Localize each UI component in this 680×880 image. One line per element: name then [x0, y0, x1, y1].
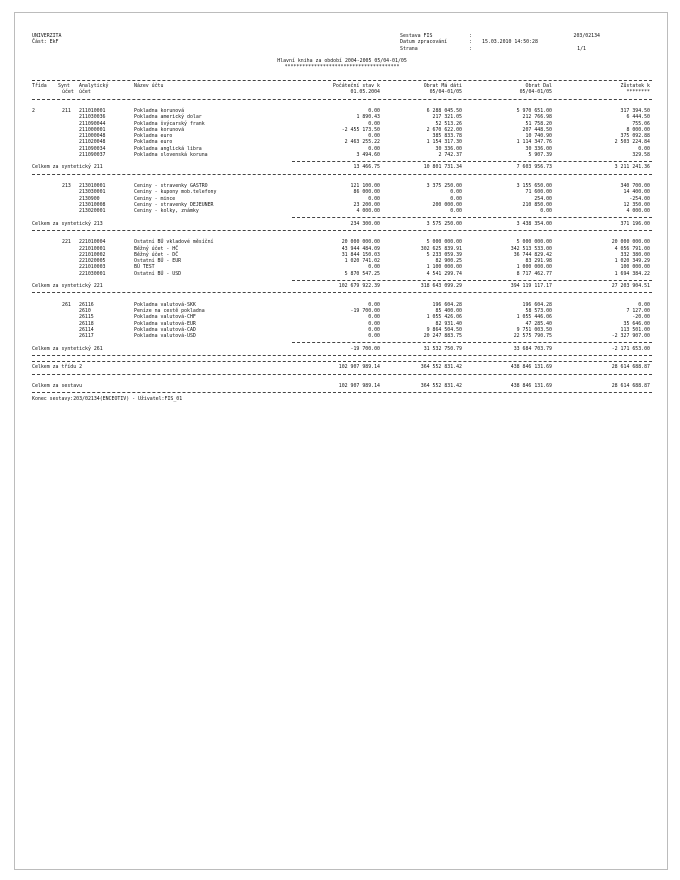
total-debit: 31 532 750.79	[423, 345, 462, 352]
total-balance: 28 614 688.87	[611, 364, 650, 371]
credit-turnover: 196 604.28	[522, 301, 552, 308]
account-name: Běžný účet - DČ	[134, 251, 179, 258]
debit-turnover: 200 000.00	[432, 201, 462, 208]
opening-balance: 0.00	[368, 108, 380, 114]
debit-turnover: 9 864 504.50	[426, 326, 462, 333]
opening-balance: 86 000.00	[353, 189, 380, 196]
analytic-account: 221010002	[79, 251, 106, 258]
analytic-account: 211030036	[79, 114, 106, 121]
total-opening: 102 679 922.39	[338, 283, 380, 289]
account-name: Pokladna valutová-USD	[134, 333, 196, 339]
account-name: BÚ TEST	[134, 264, 155, 271]
total-balance: 27 203 904.51	[611, 283, 650, 289]
page-label: Strana	[400, 45, 418, 52]
analytic-account: 221010001	[79, 245, 106, 252]
opening-balance: 23 200.00	[353, 201, 380, 208]
closing-balance: 755.06	[632, 120, 650, 127]
class-total-divider	[32, 371, 652, 377]
account-name: Pokladna korunová	[134, 126, 185, 133]
opening-balance: 4 000.00	[356, 208, 380, 214]
total-debit: 364 552 831.42	[420, 383, 462, 389]
col-md: Obrat Má dáti	[423, 83, 462, 89]
account-name: Pokladna valutová-EUR	[134, 320, 196, 327]
debit-turnover: 20 247 883.75	[423, 333, 462, 339]
total-balance: -2 171 653.00	[611, 345, 650, 352]
report-title-underline: ***************************************	[284, 64, 400, 71]
account-name: Pokladna euro	[134, 139, 173, 146]
account-name: Peníze na cestě pokladna	[134, 308, 205, 314]
analytic-account: 221010003	[79, 264, 106, 271]
credit-turnover: 1 055 446.06	[516, 314, 552, 321]
account-name: Pokladna slovenská koruna	[134, 151, 208, 158]
credit-turnover: 10 740.90	[525, 133, 552, 139]
debit-turnover: 82 900.25	[435, 258, 462, 264]
debit-turnover: 5 000 000.00	[426, 239, 462, 246]
debit-turnover: 196 604.28	[432, 301, 462, 308]
closing-balance: -2 327 907.00	[611, 333, 650, 339]
synthetic-account: 221	[62, 239, 71, 246]
account-name: Ceniny - kupony mob.telefony	[134, 189, 217, 196]
total-credit: 3 438 354.00	[516, 220, 552, 227]
debit-turnover: 1 100 000.00	[426, 264, 462, 271]
closing-balance: 113 501.00	[620, 326, 650, 333]
analytic-account: 213010008	[79, 201, 106, 208]
total-credit: 394 119 117.17	[510, 283, 552, 289]
total-opening: 234 300.00	[350, 220, 380, 227]
opening-balance: 43 944 484.09	[341, 245, 380, 252]
closing-balance: 0.00	[638, 145, 650, 152]
account-name: Pokladna anglická libra	[134, 145, 202, 152]
credit-turnover: 1 000 000.00	[516, 264, 552, 271]
ledger-document	[32, 33, 652, 402]
total-balance: 3 211 241.36	[614, 164, 650, 171]
group-divider	[32, 171, 652, 177]
closing-balance: 7 127.00	[626, 308, 650, 314]
analytic-account: 211090037	[79, 151, 106, 158]
opening-balance: 0.00	[368, 195, 380, 202]
debit-turnover: 30 336.00	[435, 145, 462, 152]
col-anal: Analytický	[79, 83, 109, 89]
analytic-account: 211000001	[79, 126, 106, 133]
analytic-account: 2610	[79, 308, 91, 314]
account-name: Ceniny - stravenky DEJEUNER	[134, 201, 214, 208]
credit-turnover: 3 155 650.00	[516, 183, 552, 189]
total-debit: 10 801 731.34	[423, 164, 462, 171]
total-credit: 33 684 703.79	[513, 345, 552, 352]
analytic-account: 26118	[79, 320, 94, 327]
account-name: Ostatní BÚ vkladové měsíční	[134, 239, 214, 246]
credit-turnover: 8 717 462.77	[516, 270, 552, 277]
report-page	[14, 12, 668, 870]
part-label: Část: EkF	[32, 39, 59, 46]
closing-balance: 6 444.50	[626, 114, 650, 121]
account-name: Pokladna švýcarský frank	[134, 120, 205, 127]
debit-turnover: 5 233 059.39	[426, 251, 462, 258]
credit-turnover: 30 336.00	[525, 145, 552, 152]
credit-turnover: 36 744 829.42	[513, 251, 552, 258]
total-label: Celkem za syntetický 211	[32, 164, 103, 171]
opening-balance: 0.00	[368, 314, 380, 321]
total-opening: 102 907 989.14	[338, 364, 380, 371]
total-opening: 13 466.75	[353, 164, 380, 171]
synthetic-account: 211	[62, 108, 71, 114]
analytic-account: 26114	[79, 326, 94, 333]
debit-turnover: 0.00	[450, 189, 462, 196]
opening-balance: 1 890.43	[356, 114, 380, 121]
analytic-account: 213020001	[79, 208, 106, 214]
opening-balance: 0.00	[368, 133, 380, 139]
account-name: Ceniny - mince	[134, 195, 176, 202]
col-poc: Počáteční stav k	[332, 83, 380, 89]
org-name: UNIVERZITA	[32, 33, 62, 39]
closing-balance: 4 056 791.00	[614, 245, 650, 252]
analytic-account: 211090044	[79, 120, 106, 127]
analytic-account: 213030001	[79, 189, 106, 196]
account-name: Ceniny - kolky, známky	[134, 208, 199, 214]
account-name: Pokladna valutová-CHF	[134, 314, 196, 321]
total-debit: 318 643 099.29	[420, 283, 462, 289]
closing-balance: 1 694 384.22	[614, 270, 650, 277]
debit-turnover: 0.00	[450, 208, 462, 214]
credit-turnover: 9 751 003.50	[516, 326, 552, 333]
synthetic-account: 261	[62, 301, 71, 308]
closing-balance: -20.00	[632, 314, 650, 321]
closing-balance: 340 700.00	[620, 183, 650, 189]
total-label: Celkem za syntetický 221	[32, 283, 103, 289]
closing-balance: 332 380.00	[620, 251, 650, 258]
header-line-2: Část: EkF Datum zpracování : 15.03.2010 14:50:28	[32, 39, 538, 46]
opening-balance: 0.00	[368, 326, 380, 333]
debit-turnover: 3 375 250.00	[426, 183, 462, 189]
account-name: Ceniny - stravenky GASTRO	[134, 183, 208, 189]
col-trida: Třída	[32, 83, 47, 89]
closing-balance: 20 000 000.00	[611, 239, 650, 246]
credit-turnover: 83 291.98	[525, 258, 552, 264]
credit-turnover: 342 513 533.00	[510, 245, 552, 252]
credit-turnover: 5 907.39	[528, 151, 552, 158]
credit-turnover: 207 448.50	[522, 126, 552, 133]
debit-turnover: 1 055 426.06	[426, 314, 462, 321]
total-label: Celkem za syntetický 213	[32, 220, 103, 227]
class-number: 2	[32, 108, 35, 114]
credit-turnover: 254.00	[534, 195, 552, 202]
closing-balance: 329.58	[632, 151, 650, 158]
analytic-account: 221010004	[79, 239, 106, 246]
opening-balance: -2 455 173.50	[341, 126, 380, 133]
analytic-account: 211010001	[79, 108, 106, 114]
total-credit: 438 846 131.69	[510, 383, 552, 389]
total-debit: 3 575 250.00	[426, 220, 462, 227]
closing-balance: 1 020 349.29	[614, 258, 650, 264]
column-header-2: účet účet 01.05.2004 05/04-01/05 05/04-01/05 ********	[62, 89, 650, 96]
total-opening: 102 907 989.14	[338, 383, 380, 389]
account-name: Pokladna korunová	[134, 108, 185, 114]
debit-turnover: 1 154 317.30	[426, 139, 462, 146]
debit-turnover: 52 513.26	[435, 120, 462, 127]
credit-turnover: 1 114 347.76	[516, 139, 552, 146]
col-synt: Synt	[58, 83, 70, 89]
closing-balance: 317 394.50	[620, 108, 650, 114]
account-name: Běžný účet - HČ	[134, 245, 179, 252]
date-value: 15.03.2010 14:50:28	[482, 39, 538, 46]
total-opening: -19 700.00	[350, 345, 380, 352]
report-title: Hlavní kniha za období 2004-2005 05/04-01/05	[277, 58, 407, 64]
total-label: Celkem za sestavu	[32, 383, 83, 389]
debit-turnover: 302 625 839.91	[420, 245, 462, 252]
analytic-account: 221020005	[79, 258, 106, 264]
total-debit: 364 552 831.42	[420, 364, 462, 371]
debit-turnover: 85 400.00	[435, 308, 462, 314]
synthetic-account: 213	[62, 183, 71, 189]
opening-balance: 0.00	[368, 320, 380, 327]
opening-balance: 2 463 255.22	[344, 139, 380, 146]
analytic-account: 211020048	[79, 139, 106, 146]
analytic-account: 2130900	[79, 195, 100, 202]
debit-turnover: 2 670 622.00	[426, 126, 462, 133]
credit-turnover: 51 758.20	[525, 120, 552, 127]
total-credit: 7 603 956.73	[516, 164, 552, 171]
opening-balance: 0.00	[368, 120, 380, 127]
opening-balance: 0.00	[368, 264, 380, 271]
closing-balance: 375 092.88	[620, 133, 650, 139]
header-line-1: UNIVERZITA Sestava FIS : 203/02134	[32, 33, 600, 39]
opening-balance: 0.00	[368, 145, 380, 152]
analytic-account: 26117	[79, 333, 94, 339]
account-name: Pokladna valutová-CAD	[134, 326, 196, 333]
credit-turnover: 5 970 651.00	[516, 108, 552, 114]
account-name: Pokladna valutová-SKK	[134, 301, 196, 308]
closing-balance: 0.00	[638, 301, 650, 308]
page-number: 1/1	[577, 45, 586, 52]
credit-turnover: 47 285.40	[525, 320, 552, 327]
report-footer	[32, 396, 652, 402]
group-divider	[32, 289, 652, 295]
total-label: Celkem za třídu 2	[32, 364, 83, 371]
debit-turnover: 0.00	[450, 195, 462, 202]
date-label: Datum zpracování	[400, 39, 448, 46]
column-divider	[32, 96, 652, 102]
total-balance: 28 614 688.87	[611, 383, 650, 389]
opening-balance: 20 000 000.00	[341, 239, 380, 246]
analytic-account: 26116	[79, 301, 94, 308]
analytic-account: 211000048	[79, 133, 106, 139]
debit-turnover: 2 742.37	[438, 151, 462, 158]
analytic-account: 211090034	[79, 145, 106, 152]
opening-balance: 0.00	[368, 333, 380, 339]
closing-balance: 12 350.00	[623, 201, 650, 208]
footer-text: Konec sestavy:203/02134(ENCEOTIV) - Uživatel:FIS_01	[32, 395, 183, 402]
closing-balance: 35 646.00	[623, 320, 650, 327]
opening-balance: 5 870 547.25	[344, 270, 380, 277]
credit-turnover: 210 850.00	[522, 201, 552, 208]
analytic-account: 26115	[79, 314, 94, 321]
opening-balance: 0.00	[368, 301, 380, 308]
closing-balance: 100 000.00	[620, 264, 650, 271]
debit-turnover: 4 541 299.74	[426, 270, 462, 277]
header-line-3: Strana : 1/1	[400, 45, 586, 52]
credit-turnover: 5 000 000.00	[516, 239, 552, 246]
closing-balance: 14 400.00	[623, 189, 650, 196]
total-credit: 438 846 131.69	[510, 364, 552, 371]
credit-turnover: 0.00	[540, 208, 552, 214]
account-name: Pokladna americký dolar	[134, 114, 202, 121]
report-number: 203/02134	[573, 33, 600, 39]
account-name: Ostatní BÚ - EUR	[134, 258, 182, 264]
group-divider	[32, 227, 652, 233]
closing-balance: 2 503 224.84	[614, 139, 650, 146]
report-label: Sestava FIS	[400, 33, 433, 39]
opening-balance: 121 100.00	[350, 183, 380, 189]
opening-balance: 3 494.60	[356, 151, 380, 158]
col-nazev: Název účtu	[134, 83, 164, 89]
total-balance: 371 196.00	[620, 220, 650, 227]
debit-turnover: 82 931.40	[435, 320, 462, 327]
closing-balance: -254.00	[629, 195, 650, 202]
credit-turnover: 212 766.98	[522, 114, 552, 121]
opening-balance: 31 844 150.03	[341, 251, 380, 258]
debit-turnover: 6 288 045.50	[426, 108, 462, 114]
credit-turnover: 58 573.00	[525, 308, 552, 314]
opening-balance: 1 020 741.02	[344, 258, 380, 264]
opening-balance: -19 700.00	[350, 308, 380, 314]
ledger-body	[32, 102, 652, 402]
analytic-account: 221030001	[79, 270, 106, 277]
total-label: Celkem za syntetický 261	[32, 345, 103, 352]
account-name: Ostatní BÚ - USD	[134, 270, 182, 277]
debit-turnover: 385 833.78	[432, 133, 462, 139]
credit-turnover: 71 600.00	[525, 189, 552, 196]
closing-balance: 8 000.00	[626, 126, 650, 133]
analytic-account: 213010001	[79, 183, 106, 189]
credit-turnover: 22 575 790.75	[513, 333, 552, 339]
col-dal: Obrat Dal	[525, 83, 552, 89]
col-zust: Zůstatek k	[620, 83, 650, 89]
account-name: Pokladna euro	[134, 133, 173, 139]
closing-balance: 4 000.00	[626, 208, 650, 214]
debit-turnover: 217 321.05	[432, 114, 462, 121]
